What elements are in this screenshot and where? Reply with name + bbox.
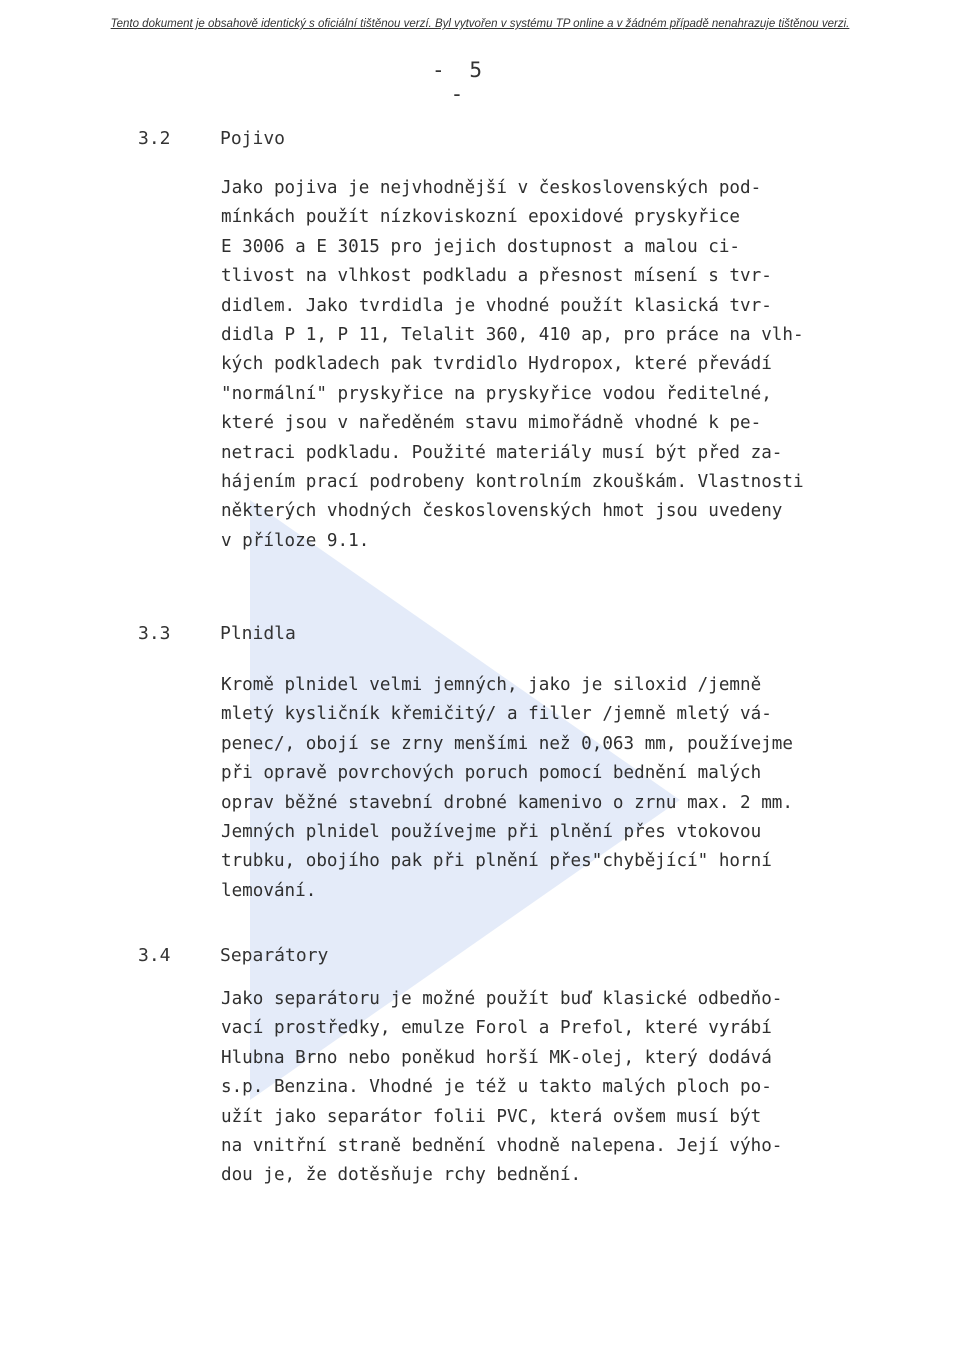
- text-line: mínkách použít nízkoviskozní epoxidové pryskyřice: [221, 207, 741, 228]
- text-line: "normální" pryskyřice na pryskyřice vodou ředitelné,: [221, 383, 772, 404]
- section-number: 3.4: [138, 945, 171, 966]
- text-line: v příloze 9.1.: [221, 530, 370, 551]
- text-line: některých vhodných československých hmot jsou uvedeny: [221, 501, 783, 522]
- text-line: penec/, obojí se zrny menšími než 0,063 mm, používejme: [221, 733, 793, 754]
- text-line: s.p. Benzina. Vhodné je též u takto malých ploch po-: [221, 1077, 772, 1098]
- section-number: 3.2: [138, 128, 171, 149]
- text-line: Jemných plnidel používejme při plnění přes vtokovou: [221, 821, 762, 842]
- section-body: [221, 671, 881, 906]
- text-line: didlem. Jako tvrdidla je vhodné použít klasická tvr-: [221, 295, 772, 316]
- text-line: oprav běžné stavební drobné kamenivo o zrnu max. 2 mm.: [221, 792, 793, 813]
- text-line: tlivost na vlhkost podkladu a přesnost mísení s tvr-: [221, 266, 772, 287]
- text-line: Jako separátoru je možné použít buď klasické odbedňo-: [221, 989, 783, 1009]
- section-number: 3.3: [138, 623, 171, 644]
- text-line: Jako pojiva je nejvhodnější v československých pod-: [221, 178, 762, 198]
- section-title: Pojivo: [220, 128, 286, 149]
- section-title: Plnidla: [220, 623, 296, 644]
- section-title: Separátory: [220, 945, 329, 966]
- text-line: které jsou v naředěném stavu mimořádně vhodné k pe-: [221, 413, 762, 434]
- text-line: vací prostředky, emulze Forol a Prefol, které vyrábí: [221, 1018, 772, 1039]
- section-body: [221, 985, 881, 1191]
- text-line: Kromě plnidel velmi jemných, jako je siloxid /jemně: [221, 675, 762, 695]
- text-line: didla P 1, P 11, Telalit 360, 410 ap, pro práce na vlh-: [221, 324, 804, 345]
- text-line: E 3006 a E 3015 pro jejich dostupnost a malou ci-: [221, 236, 741, 257]
- text-line: na vnitřní straně bednění vhodně nalepena. Její výho-: [221, 1135, 783, 1156]
- text-line: užít jako separátor folii PVC, která ovšem musí být: [221, 1106, 762, 1127]
- page-number: - 5 -: [432, 58, 488, 106]
- text-line: lemování.: [221, 880, 317, 901]
- text-line: dou je, že dotěsňuje rchy bednění.: [221, 1165, 582, 1186]
- document-disclaimer: Tento dokument je obsahově identický s oficiální tištěnou verzí. Byl vytvořen v systému TP online a v žádném případě nenahrazuje tištěnou verzi.: [110, 18, 850, 30]
- text-line: hájením prací podrobeny kontrolním zkouškám. Vlastnosti: [221, 471, 804, 492]
- text-line: netraci podkladu. Použité materiály musí být před za-: [221, 442, 783, 463]
- text-line: při opravě povrchových poruch pomocí bednění malých: [221, 763, 762, 784]
- text-line: trubku, obojího pak při plnění přes"chybějící" horní: [221, 851, 772, 872]
- section-body: [221, 174, 881, 556]
- text-line: Hlubna Brno nebo poněkud horší MK-olej, který dodává: [221, 1047, 772, 1068]
- text-line: mletý kysličník křemičitý/ a filler /jemně mletý vá-: [221, 704, 772, 725]
- text-line: kých podkladech pak tvrdidlo Hydropox, které převádí: [221, 354, 772, 375]
